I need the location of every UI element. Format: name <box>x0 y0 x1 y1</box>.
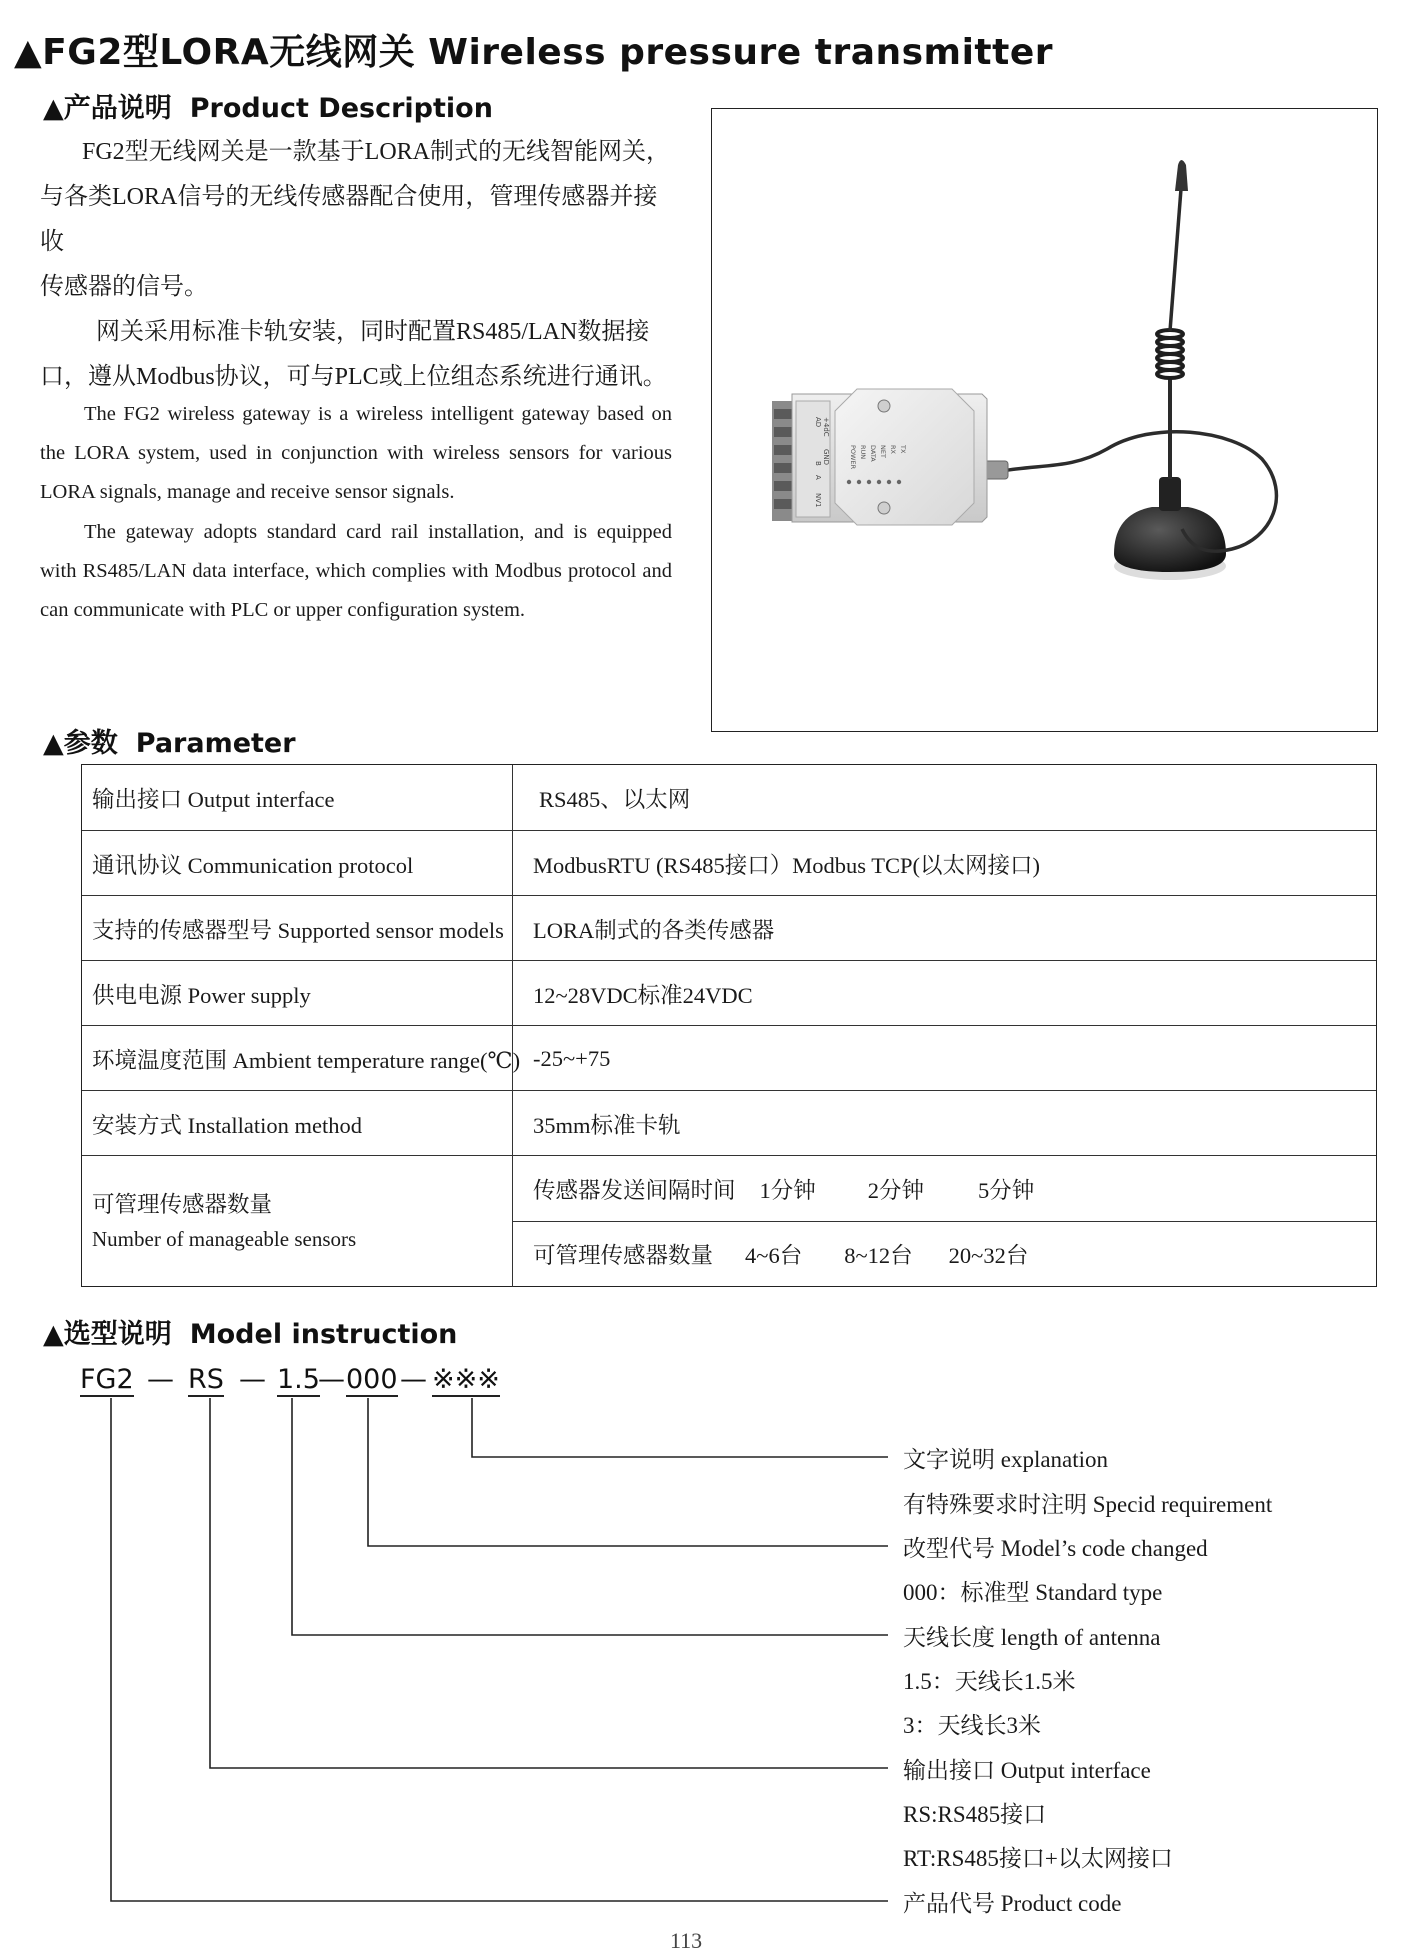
heading-en: Parameter <box>135 728 296 759</box>
page-title: ▲FG2型LORA无线网关 Wireless pressure transmitter <box>14 32 1053 73</box>
description-en-paragraph: The gateway adopts standard card rail installation, and is equipped with RS485/LAN data interface, which complies with Modbus protocol and can communicate with PLC or upper configuration system. <box>40 520 672 622</box>
count-value: 20~32台 <box>948 1243 1029 1268</box>
connector-output <box>210 1398 888 1768</box>
model-code-dash: — <box>147 1364 174 1395</box>
model-code-part-output: RS <box>188 1364 224 1395</box>
page-number: 113 <box>670 1928 703 1953</box>
legend-line: 3：天线长3米 <box>903 1713 1041 1738</box>
device-label-a: A <box>814 475 822 480</box>
device-label-run: RUN <box>859 445 867 460</box>
interval-value: 2分钟 <box>867 1177 925 1203</box>
param-value: LORA制式的各类传感器 <box>533 917 775 943</box>
count-label: 可管理传感器数量 <box>533 1243 714 1268</box>
param-value: RS485、以太网 <box>539 786 691 812</box>
legend-line: 输出接口 Output interface <box>903 1758 1151 1783</box>
connector-antenna <box>292 1398 888 1635</box>
heading-en: Model instruction <box>189 1319 458 1350</box>
manageable-label-cn: 可管理传感器数量 <box>92 1191 273 1217</box>
model-code-part-antenna: 1.5 <box>277 1364 320 1395</box>
model-code-dash: — <box>239 1364 266 1395</box>
description-cn-line: 传感器的信号。 <box>40 274 208 300</box>
legend-line: RS:RS485接口 <box>903 1802 1047 1827</box>
device-label-data: DATA <box>869 445 877 462</box>
legend-line: RT:RS485接口+以太网接口 <box>903 1846 1173 1871</box>
legend-line: 改型代号 Model’s code changed <box>903 1536 1208 1561</box>
interval-value: 5分钟 <box>978 1177 1035 1203</box>
connector-modified <box>368 1398 888 1546</box>
connector-special <box>472 1398 888 1457</box>
legend-line: 产品代号 Product code <box>903 1891 1122 1916</box>
param-label: 环境温度范围 Ambient temperature range(℃) <box>82 1026 513 1091</box>
legend-line: 天线长度 length of antenna <box>903 1625 1161 1650</box>
device-label-nv: NV1 <box>814 493 822 508</box>
count-value: 8~12台 <box>844 1243 913 1268</box>
param-value: -25~+75 <box>533 1045 611 1071</box>
device-label-b: B <box>814 461 822 466</box>
triangle-marker: ▲ <box>43 728 64 759</box>
triangle-marker: ▲ <box>43 93 64 124</box>
param-label: 供电电源 Power supply <box>82 961 513 1026</box>
description-en-paragraph: The FG2 wireless gateway is a wireless intelligent gateway based on the LORA system, used in conjunction with wireless sensors for various LORA signals, manage and receive sensor signals. <box>40 403 672 504</box>
device-label-tx: TX <box>899 445 907 454</box>
legend-line: 有特殊要求时注明 Specid requirement <box>903 1492 1273 1517</box>
device-label-vac: +4dC <box>822 417 830 437</box>
legend-line: 000：标准型 Standard type <box>903 1580 1163 1605</box>
heading-cn: 选型说明 <box>63 1319 172 1350</box>
param-label: 输出接口 Output interface <box>82 765 513 830</box>
param-label: 支持的传感器型号 Supported sensor models <box>82 896 513 961</box>
device-label-power: POWER <box>849 445 857 470</box>
interval-value: 1分钟 <box>759 1177 816 1203</box>
interval-label: 传感器发送间隔时间 <box>533 1177 736 1203</box>
description-cn-line: 口，遵从Modbus协议，可与PLC或上位组态系统进行通讯。 <box>40 364 667 390</box>
device-label-net: NET <box>879 445 887 458</box>
description-cn-line: 与各类LORA信号的无线传感器配合使用，管理传感器并接收 <box>40 184 658 255</box>
model-code-dash: — <box>318 1364 345 1395</box>
param-value: ModbusRTU (RS485接口）Modbus TCP(以太网接口) <box>533 852 1041 878</box>
model-code-part-fg2: FG2 <box>80 1364 134 1395</box>
triangle-marker: ▲ <box>43 1319 64 1350</box>
param-value: 12~28VDC标准24VDC <box>533 982 753 1008</box>
legend-line: 1.5：天线长1.5米 <box>903 1669 1076 1694</box>
model-code-part-special: ※※※ <box>432 1364 500 1395</box>
device-label-rx: RX <box>889 445 897 454</box>
param-label: 通讯协议 Communication protocol <box>82 831 513 896</box>
description-cn-line: 网关采用标准卡轨安装，同时配置RS485/LAN数据接 <box>96 319 650 345</box>
heading-en: Product Description <box>189 93 493 124</box>
model-code-part-modified: 000 <box>346 1364 398 1395</box>
param-label: 安装方式 Installation method <box>82 1091 513 1156</box>
device-label-gnd: GND <box>822 449 830 466</box>
connector-product <box>111 1398 888 1901</box>
param-value: 35mm标准卡轨 <box>533 1112 681 1138</box>
legend-line: 文字说明 explanation <box>903 1447 1109 1472</box>
count-value: 4~6台 <box>745 1243 803 1268</box>
manageable-label-en: Number of manageable sensors <box>92 1226 357 1251</box>
model-code-dash: — <box>400 1364 427 1395</box>
heading-cn: 参数 <box>63 728 118 759</box>
description-cn-line: FG2型无线网关是一款基于LORA制式的无线智能网关， <box>82 139 671 165</box>
heading-cn: 产品说明 <box>63 93 172 124</box>
device-label-ad: AD <box>814 417 822 428</box>
